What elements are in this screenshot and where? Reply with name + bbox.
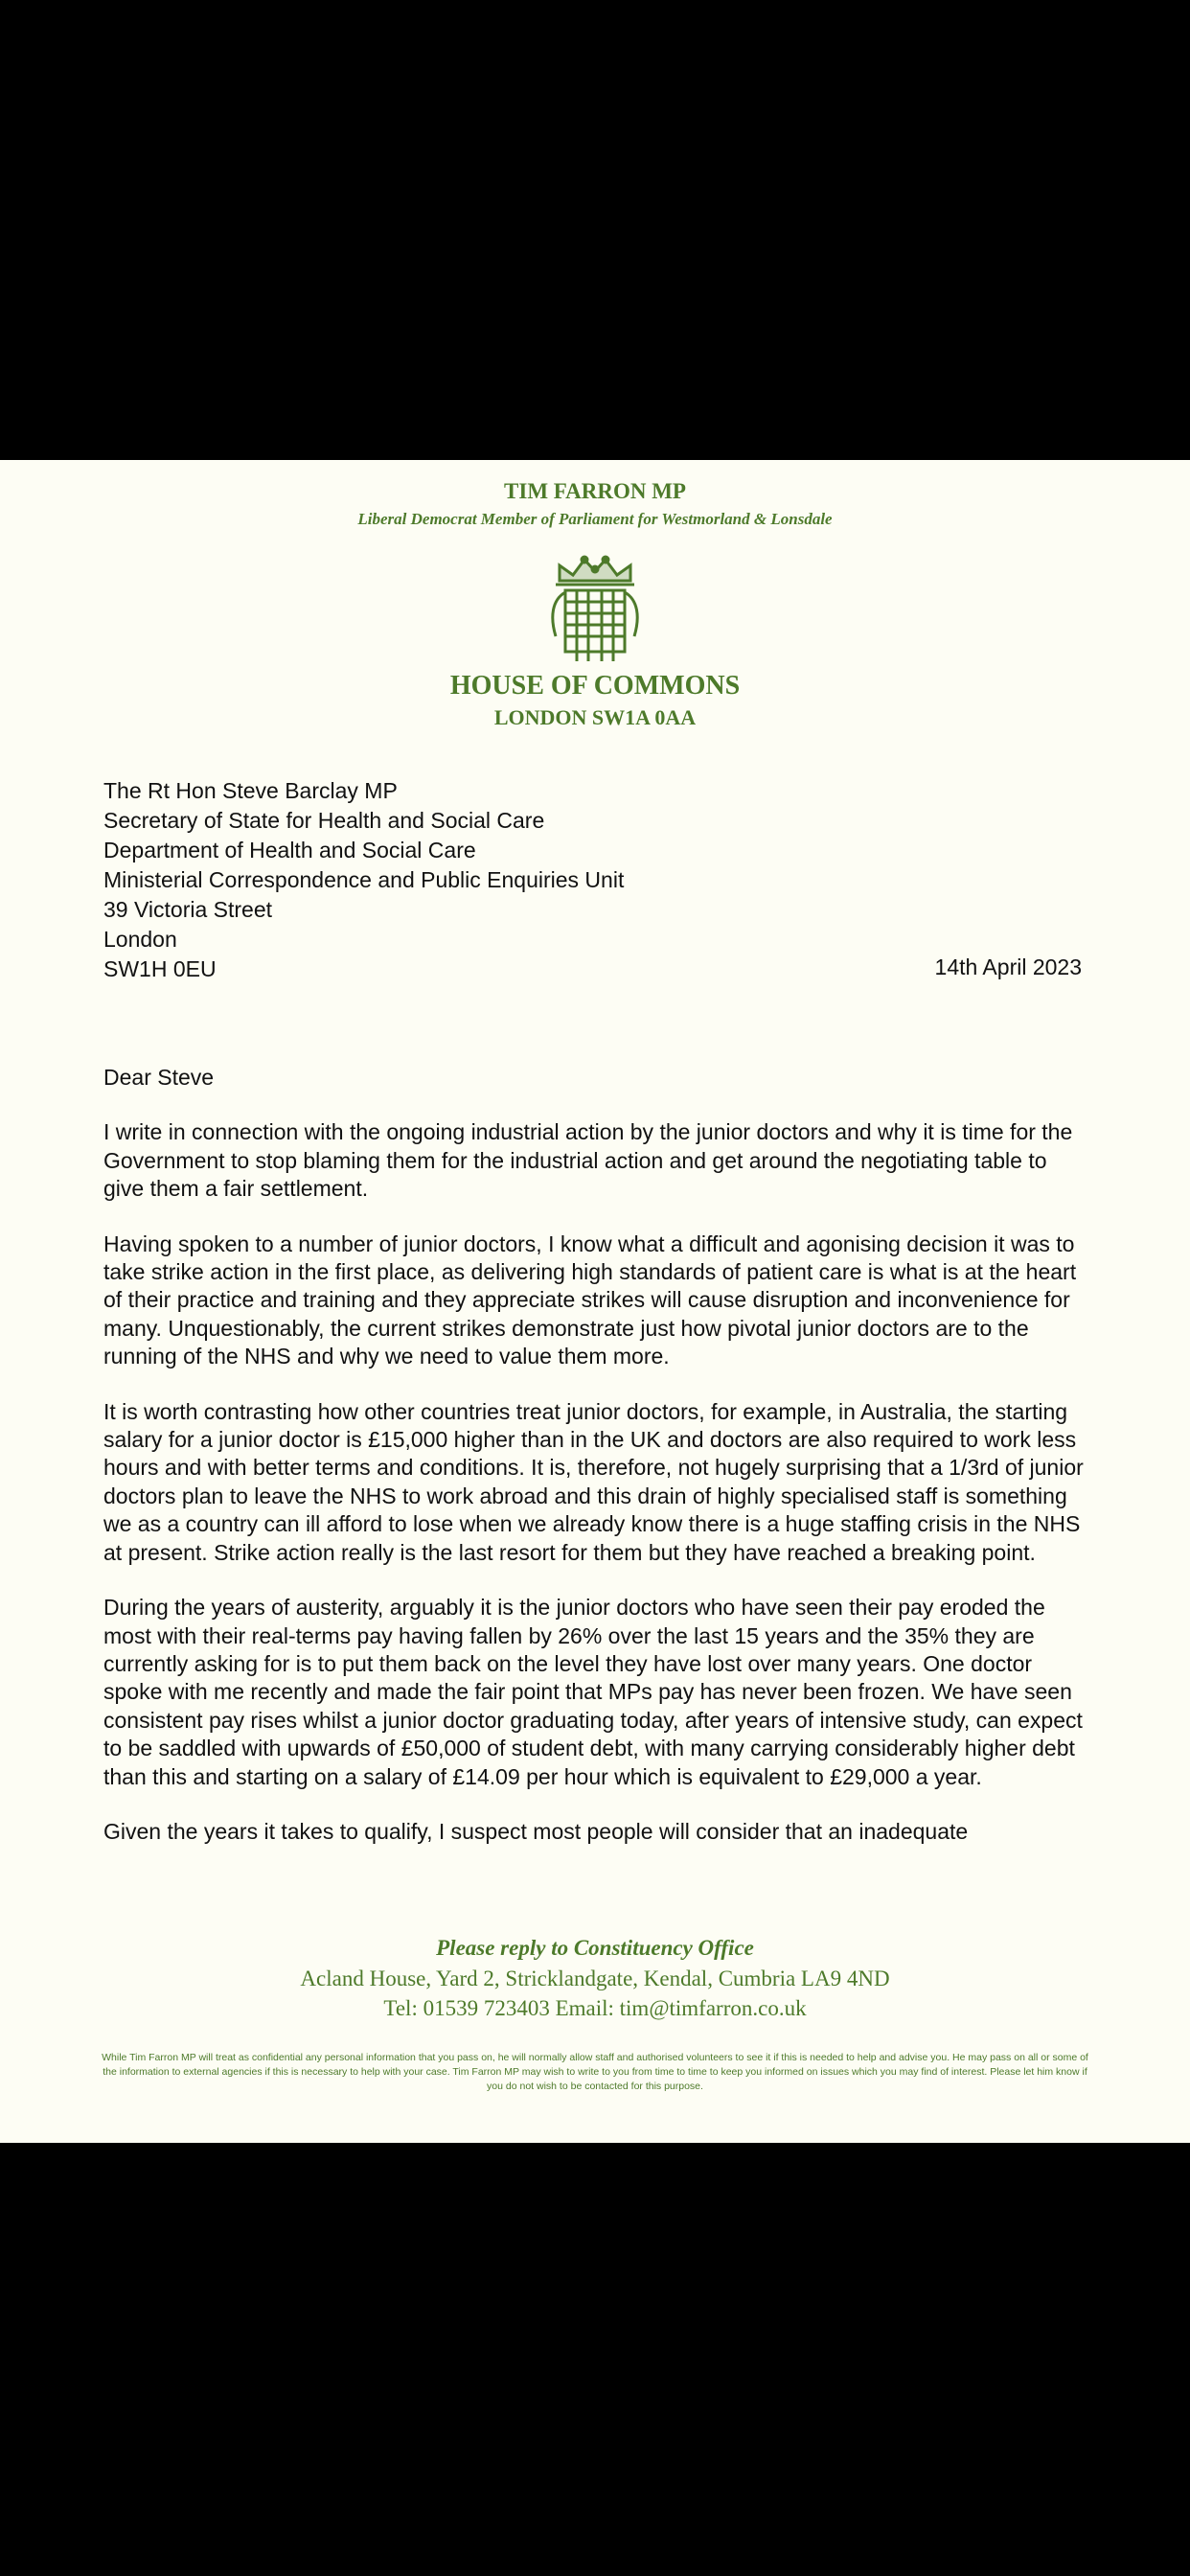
- reply-note: Please reply to Constituency Office: [436, 1936, 754, 1960]
- letter-body: [103, 1064, 1090, 1873]
- address-line: SW1H 0EU: [103, 956, 217, 981]
- address-line: Department of Health and Social Care: [103, 838, 476, 862]
- address-line: London: [103, 927, 177, 952]
- contact-details: Tel: 01539 723403 Email: tim@timfarron.co.uk: [383, 1996, 807, 2020]
- body-paragraph: It is worth contrasting how other countries treat junior doctors, for example, in Australia, the starting salary for a junior doctor is £15,000 higher than in the UK and doctors are also required to work less hours and with better terms and conditions. It is, therefore, not hugely surprising that a 1/3rd of junior doctors plan to leave the NHS to work abroad and this drain of highly specialised staff is something we as a country can ill afford to lose when we already know there is a huge staffing crisis in the NHS at present. Strike action really is the last resort for them but they have reached a breaking point.: [103, 1398, 1084, 1565]
- body-paragraph: Given the years it takes to qualify, I suspect most people will consider that an inadequate: [103, 1818, 969, 1844]
- mp-name: TIM FARRON MP: [504, 479, 686, 503]
- letter-date: 14th April 2023: [934, 954, 1082, 979]
- privacy-disclaimer: While Tim Farron MP will treat as confidential any personal information that you pass on, he will normally allow staff and authorised volunteers to see it if this is needed to help and advise you. He may pass on all or some of the information to external agencies if this is necessary to help with your case. Tim Farron MP may wish to write to you from time to time to keep you informed on issues which you may find of interest. Please let him know if you do not wish to be contacted for this purpose.: [102, 2052, 1088, 2092]
- recipient-address: [103, 776, 624, 984]
- address-line: Ministerial Correspondence and Public Enquiries Unit: [103, 867, 625, 892]
- body-paragraph: I write in connection with the ongoing industrial action by the junior doctors and why it is time for the Government to stop blaming them for the industrial action and get around the negotiating table to give them a fair settlement.: [103, 1119, 1073, 1202]
- london-address-heading: LONDON SW1A 0AA: [493, 705, 697, 729]
- letter-page: [0, 460, 1190, 2143]
- house-of-commons-heading: HOUSE OF COMMONS: [449, 671, 741, 701]
- body-paragraph: Having spoken to a number of junior doctors, I know what a difficult and agonising decision it was to take strike action in the first place, as delivering high standards of patient care is what is at the heart of their practice and training and they appreciate strikes will cause disruption and inconvenience for many. Unquestionably, the current strikes demonstrate just how pivotal junior doctors are to the running of the NHS and why we need to value them more.: [103, 1230, 1077, 1369]
- body-paragraph: During the years of austerity, arguably it is the junior doctors who have seen their pay eroded the most with their real-terms pay having fallen by 26% over the last 15 years and the 35% they are currently asking for is to put them back on the level they have lost over many years. One doctor spoke with me recently and made the fair point that MPs pay has never been frozen. We have seen consistent pay rises whilst a junior doctor graduating today, after years of intensive study, can expect to be saddled with upwards of £50,000 of student debt, with many carrying considerably higher debt than this and starting on a salary of £14.09 per hour which is equivalent to £29,000 a year.: [103, 1595, 1083, 1789]
- mp-constituency-subtitle: Liberal Democrat Member of Parliament for Westmorland & Lonsdale: [357, 510, 833, 528]
- salutation: Dear Steve: [103, 1065, 215, 1090]
- portcullis-crest-icon: [542, 554, 648, 669]
- address-line: The Rt Hon Steve Barclay MP: [103, 778, 398, 803]
- address-line: Secretary of State for Health and Social Care: [103, 808, 545, 833]
- constituency-address: Acland House, Yard 2, Stricklandgate, Kendal, Cumbria LA9 4ND: [300, 1966, 890, 1990]
- address-line: 39 Victoria Street: [103, 897, 273, 922]
